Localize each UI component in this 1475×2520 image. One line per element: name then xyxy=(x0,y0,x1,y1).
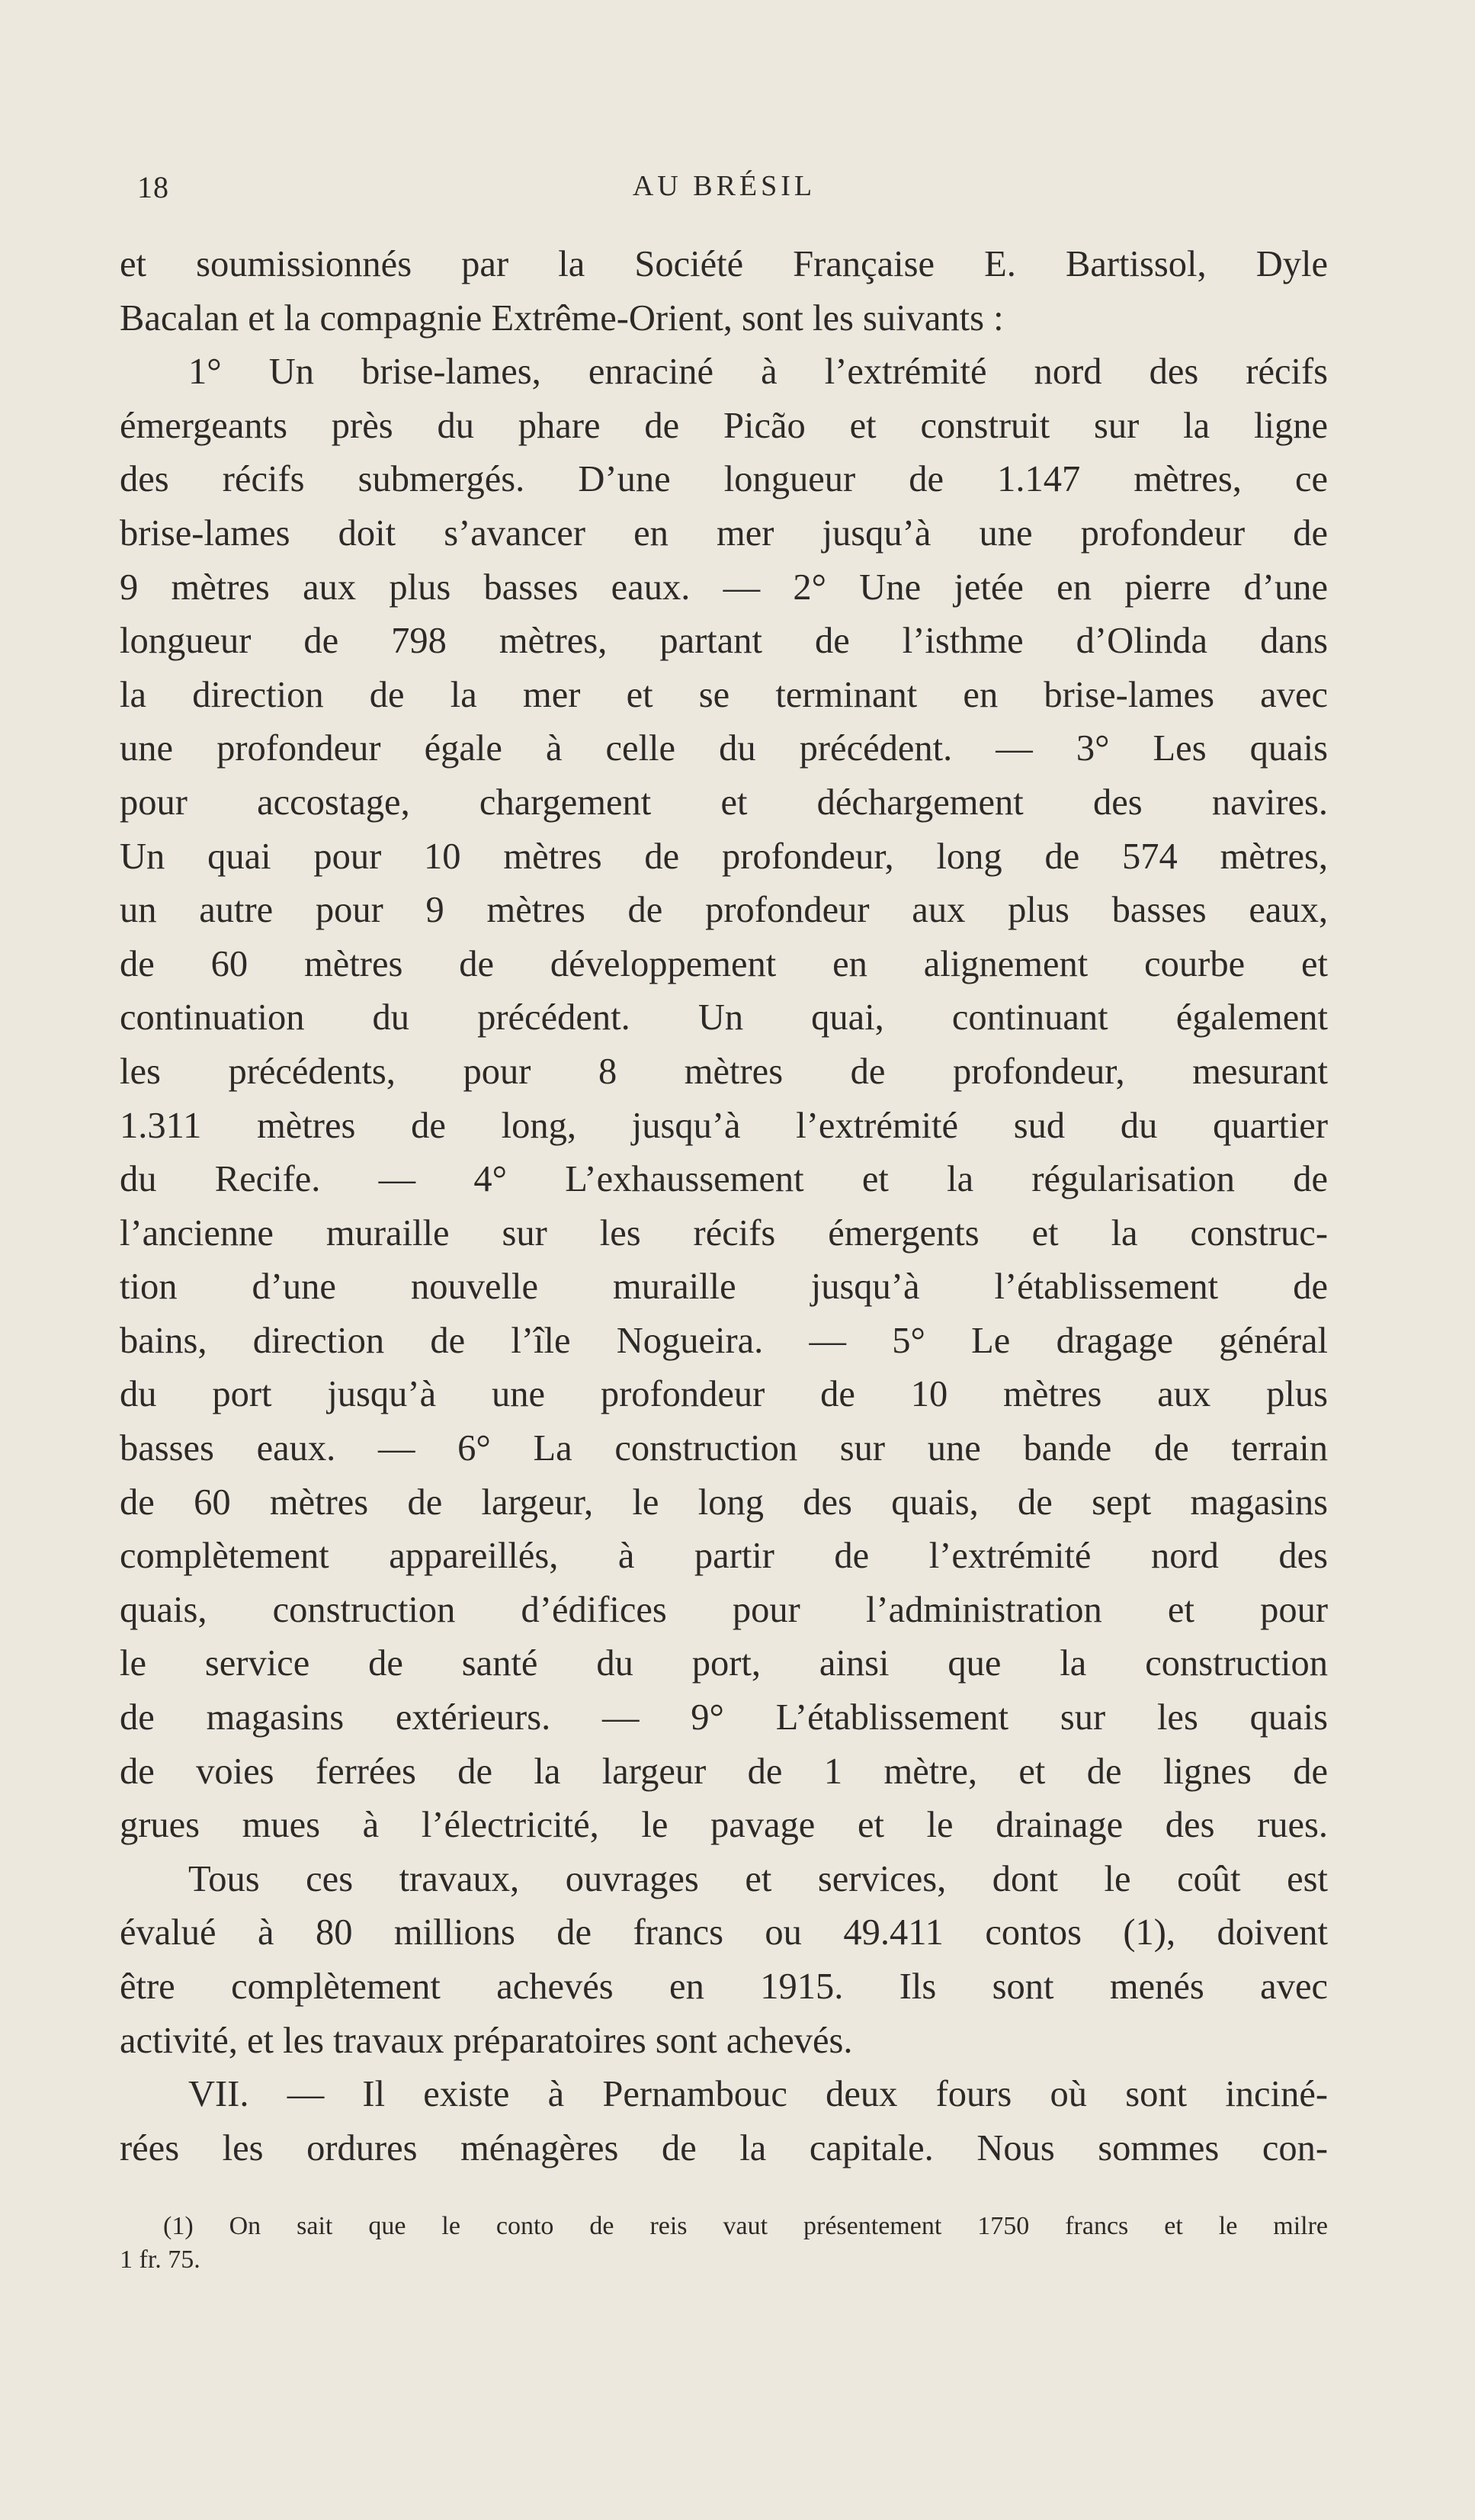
text-line: Bacalan et la compagnie Extrême-Orient, sont les suivants : xyxy=(120,297,1004,339)
text-line: brise-lames doit s’avancer en mer jusqu’à une profondeur de xyxy=(120,512,1328,554)
body-text xyxy=(120,238,1328,2175)
text-line: la direction de la mer et se terminant en brise-lames avec xyxy=(120,674,1328,715)
text-line: de 60 mètres de largeur, le long des quais, de sept magasins xyxy=(120,1482,1328,1523)
text-line: un autre pour 9 mètres de profondeur aux plus basses eaux, xyxy=(120,890,1328,931)
text-line: les précédents, pour 8 mètres de profondeur, mesurant xyxy=(120,1051,1328,1092)
text-line: activité, et les travaux préparatoires sont achevés. xyxy=(120,2020,853,2061)
footnote-line: (1) On sait que le conto de reis vaut présentement 1750 francs et le milre xyxy=(163,2212,1328,2240)
text-line: pour accostage, chargement et déchargement des navires. xyxy=(120,782,1328,823)
text-line: évalué à 80 millions de francs ou 49.411 contos (1), doivent xyxy=(120,1912,1328,1953)
text-line: et soumissionnés par la Société Française E. Bartissol, Dyle xyxy=(120,244,1328,284)
text-line: émergeants près du phare de Picão et construit sur la ligne xyxy=(120,405,1328,446)
page-header xyxy=(122,169,1326,215)
text-line: de voies ferrées de la largeur de 1 mètre, et de lignes de xyxy=(120,1751,1328,1792)
text-line: le service de santé du port, ainsi que la construction xyxy=(120,1643,1328,1684)
text-line: du Recife. — 4° L’exhaussement et la régularisation de xyxy=(120,1159,1328,1200)
text-line: 1.311 mètres de long, jusqu’à l’extrémité sud du quartier xyxy=(120,1105,1328,1146)
text-line: tion d’une nouvelle muraille jusqu’à l’établissement de xyxy=(120,1266,1328,1308)
text-line: quais, construction d’édifices pour l’administration et pour xyxy=(120,1589,1328,1630)
text-line: une profondeur égale à celle du précédent. — 3° Les quais xyxy=(120,728,1328,769)
text-line: basses eaux. — 6° La construction sur une bande de terrain xyxy=(120,1428,1328,1469)
text-line: rées les ordures ménagères de la capitale. Nous sommes con- xyxy=(120,2127,1328,2168)
text-line: de magasins extérieurs. — 9° L’établissement sur les quais xyxy=(120,1697,1328,1738)
text-line: être complètement achevés en 1915. Ils sont menés avec xyxy=(120,1966,1328,2007)
text-line: 9 mètres aux plus basses eaux. — 2° Une jetée en pierre d’une xyxy=(120,567,1328,608)
text-line: 1° Un brise-lames, enraciné à l’extrémité nord des récifs xyxy=(188,352,1328,393)
text-line: longueur de 798 mètres, partant de l’isthme d’Olinda dans xyxy=(120,621,1328,662)
text-line: bains, direction de l’île Nogueira. — 5° Le dragage général xyxy=(120,1320,1328,1361)
footnote-line: 1 fr. 75. xyxy=(120,2246,200,2274)
text-line: l’ancienne muraille sur les récifs émergents et la construc- xyxy=(120,1212,1328,1254)
text-line: des récifs submergés. D’une longueur de 1.147 mètres, ce xyxy=(120,459,1328,500)
text-line: complètement appareillés, à partir de l’extrémité nord des xyxy=(120,1536,1328,1577)
text-line: continuation du précédent. Un quai, continuant également xyxy=(120,997,1328,1038)
footnote xyxy=(120,2210,1328,2277)
text-line: Un quai pour 10 mètres de profondeur, long de 574 mètres, xyxy=(120,836,1328,877)
text-line: VII. — Il existe à Pernambouc deux fours où sont inciné- xyxy=(188,2074,1328,2115)
running-title: AU BRÉSIL xyxy=(632,170,816,202)
text-line: Tous ces travaux, ouvrages et services, dont le coût est xyxy=(188,1858,1328,1899)
text-line: de 60 mètres de développement en alignement courbe et xyxy=(120,943,1328,984)
page-number: 18 xyxy=(137,170,169,204)
text-line: grues mues à l’électricité, le pavage et le drainage des rues. xyxy=(120,1805,1328,1846)
text-line: du port jusqu’à une profondeur de 10 mètres aux plus xyxy=(120,1374,1328,1415)
